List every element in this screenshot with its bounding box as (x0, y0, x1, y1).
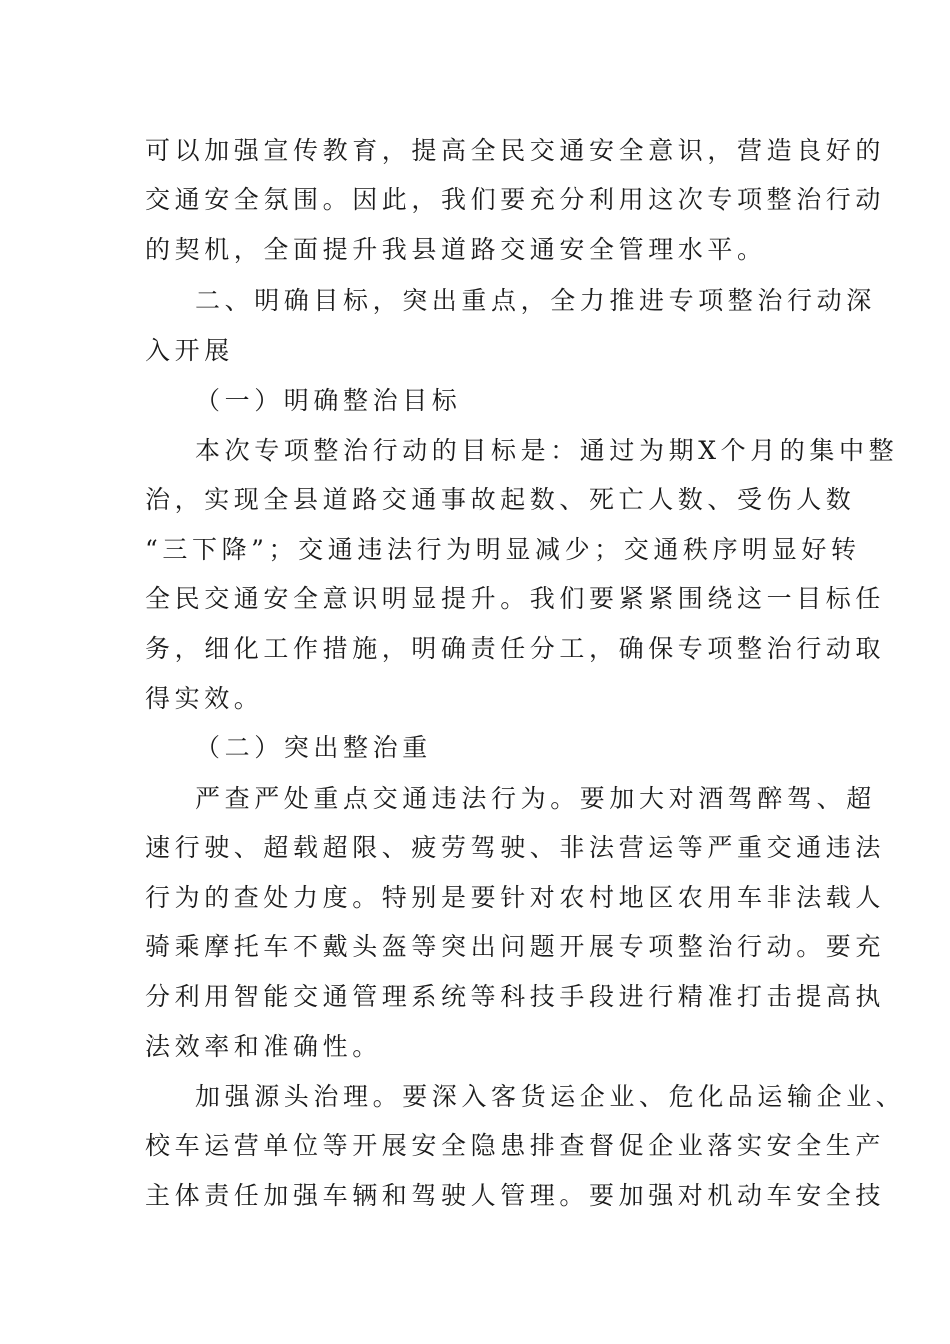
text-line: 加强源头治理。要深入客货运企业、危化品运输企业、 (195, 1082, 906, 1111)
text-line: 可以加强宣传教育，提高全民交通安全意识，营造良好的 (145, 136, 886, 165)
text-line: 的契机，全面提升我县道路交通安全管理水平。 (145, 235, 767, 264)
text-line: 行为的查处力度。特别是要针对农村地区农用车非法载人 (145, 883, 886, 912)
text-line: 得实效。 (145, 684, 264, 713)
text-line: 骑乘摩托车不戴头盔等突出问题开展专项整治行动。要充 (145, 932, 886, 961)
text-line: 校车运营单位等开展安全隐患排查督促企业落实安全生产 (145, 1131, 886, 1160)
text-line: 交通安全氛围。因此，我们要充分利用这次专项整治行动 (145, 185, 886, 214)
text-line: 主体责任加强车辆和驾驶人管理。要加强对机动车安全技 (145, 1181, 886, 1210)
text-line: 本次专项整治行动的目标是：通过为期X个月的集中整 (195, 436, 899, 465)
subsection-heading: （二）突出整治重 (195, 733, 432, 762)
text-line: 治，实现全县道路交通事故起数、死亡人数、受伤人数 (145, 485, 856, 514)
text-line: 务，细化工作措施，明确责任分工，确保专项整治行动取 (145, 634, 886, 663)
section-heading: 二、明确目标，突出重点，全力推进专项整治行动深 (195, 286, 876, 315)
text-line: 分利用智能交通管理系统等科技手段进行精准打击提高执 (145, 982, 886, 1011)
text-line: 法效率和准确性。 (145, 1032, 382, 1061)
text-line: 全民交通安全意识明显提升。我们要紧紧围绕这一目标任 (145, 584, 886, 613)
subsection-heading: （一）明确整治目标 (195, 386, 462, 415)
text-line: 速行驶、超载超限、疲劳驾驶、非法营运等严重交通违法 (145, 833, 886, 862)
section-heading-continuation: 入开展 (145, 336, 234, 365)
text-line: 严查严处重点交通违法行为。要加大对酒驾醉驾、超 (195, 784, 876, 813)
text-line: “三下降”；交通违法行为明显减少；交通秩序明显好转 (145, 535, 861, 564)
